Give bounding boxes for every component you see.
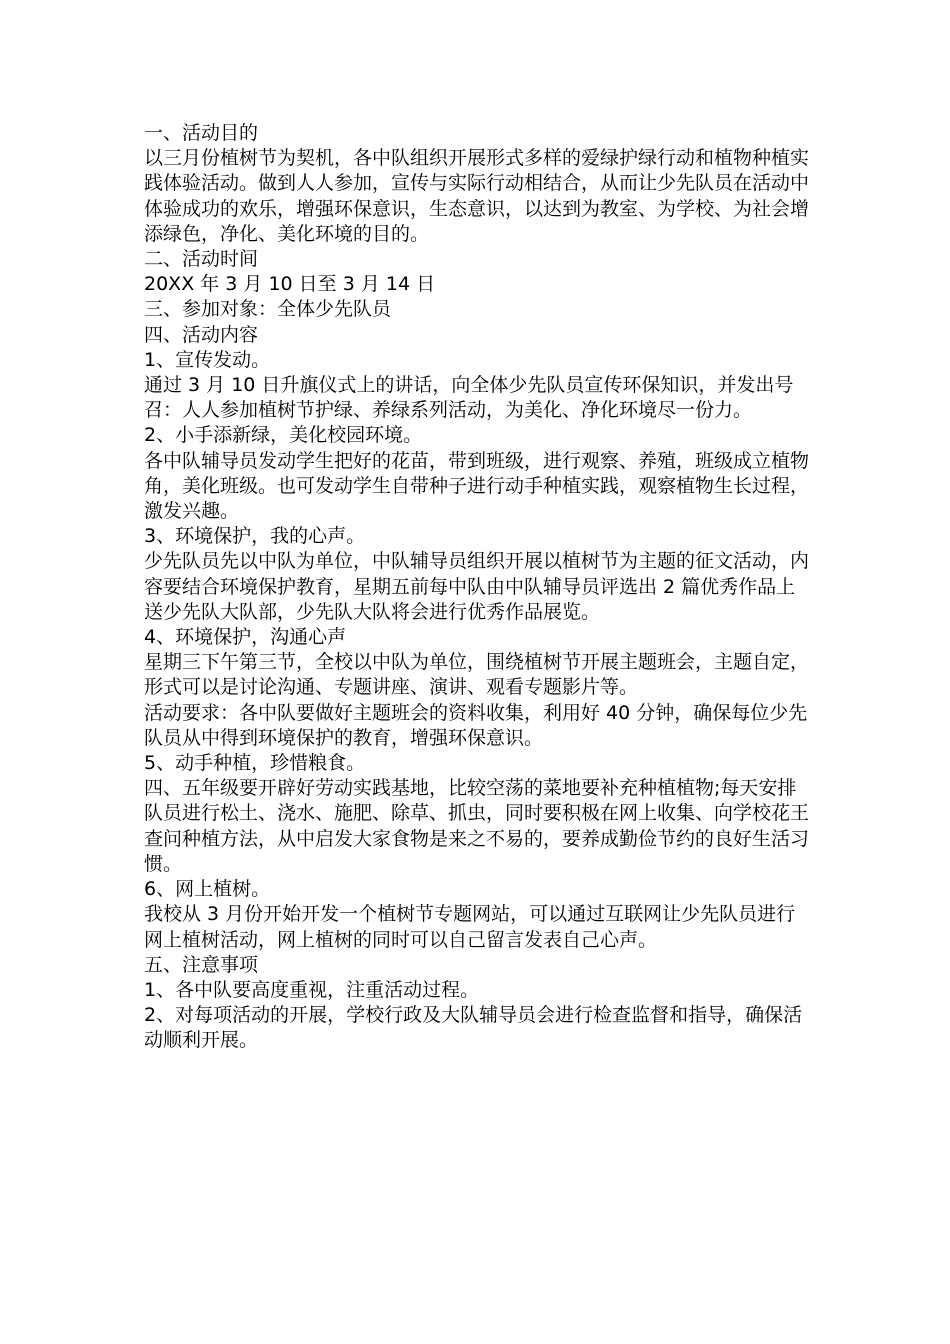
heading-content: 四、活动内容 — [144, 323, 259, 346]
item-5-title: 5、动手种植，珍惜粮食。 — [144, 752, 366, 775]
item-4-requirements: 活动要求：各中队要做好主题班会的资料收集，利用好 40 分钟，确保每位少先队员从中得到环境保护的教育，增强环保意识。 — [144, 701, 808, 749]
paragraph-time: 20XX 年 3 月 10 日至 3 月 14 日 — [144, 273, 436, 296]
item-4-body: 星期三下午第三节，全校以中队为单位，围绕植树节开展主题班会，主题自定，形式可以是讨论沟通、专题讲座、演讲、观看专题影片等。 — [144, 651, 810, 699]
item-5-body: 四、五年级要开辟好劳动实践基地，比较空荡的菜地要补充种植植物;每天安排队员进行松土、浇水、施肥、除草、抓虫，同时要积极在网上收集、向学校花王查问种植方法，从中启发大家食物是来之不易的，要养成勤俭节约的良好生活习惯。 — [144, 777, 810, 875]
paragraph-purpose: 以三月份植树节为契机，各中队组织开展形式多样的爱绿护绿行动和植物种植实践体验活动。做到人人参加，宣传与实际行动相结合，从而让少先队员在活动中体验成功的欢乐，增强环保意识，生态意识，以达到为教室、为学校、为社会增添绿色，净化、美化环境的目的。 — [144, 147, 810, 245]
item-1-title: 1、宣传发动。 — [144, 348, 271, 371]
heading-notes: 五、注意事项 — [144, 953, 259, 976]
item-1-body: 通过 3 月 10 日升旗仪式上的讲话，向全体少先队员宣传环保知识，并发出号召：人人参加植树节护绿、养绿系列活动，为美化、净化环境尽一份力。 — [144, 374, 794, 422]
item-2-title: 2、小手添新绿，美化校园环境。 — [144, 424, 423, 447]
heading-time: 二、活动时间 — [144, 248, 259, 271]
note-2: 2、对每项活动的开展，学校行政及大队辅导员会进行检查监督和指导，确保活动顺利开展。 — [144, 1004, 803, 1052]
item-3-title: 3、环境保护，我的心声。 — [144, 525, 366, 548]
heading-purpose: 一、活动目的 — [144, 122, 259, 144]
item-2-body: 各中队辅导员发动学生把好的花苗，带到班级，进行观察、养殖，班级成立植物角，美化班级。也可发动学生自带种子进行动手种植实践，观察植物生长过程，激发兴趣。 — [144, 449, 810, 523]
heading-participants: 三、参加对象：全体少先队员 — [144, 298, 392, 321]
item-3-body: 少先队员先以中队为单位，中队辅导员组织开展以植树节为主题的征文活动，内容要结合环境保护教育，星期五前每中队由中队辅导员评选出 2 篇优秀作品上送少先队大队部，少先队大队将会进行优秀作品展览。 — [144, 550, 810, 623]
note-1: 1、各中队要高度重视，注重活动过程。 — [144, 978, 480, 1001]
document-body — [144, 121, 810, 1054]
item-6-body: 我校从 3 月份开始开发一个植树节专题网站，可以通过互联网让少先队员进行网上植树活动，网上植树的同时可以自己留言发表自己心声。 — [144, 903, 796, 951]
item-4-title: 4、环境保护，沟通心声 — [144, 626, 347, 649]
item-6-title: 6、网上植树。 — [144, 878, 271, 901]
